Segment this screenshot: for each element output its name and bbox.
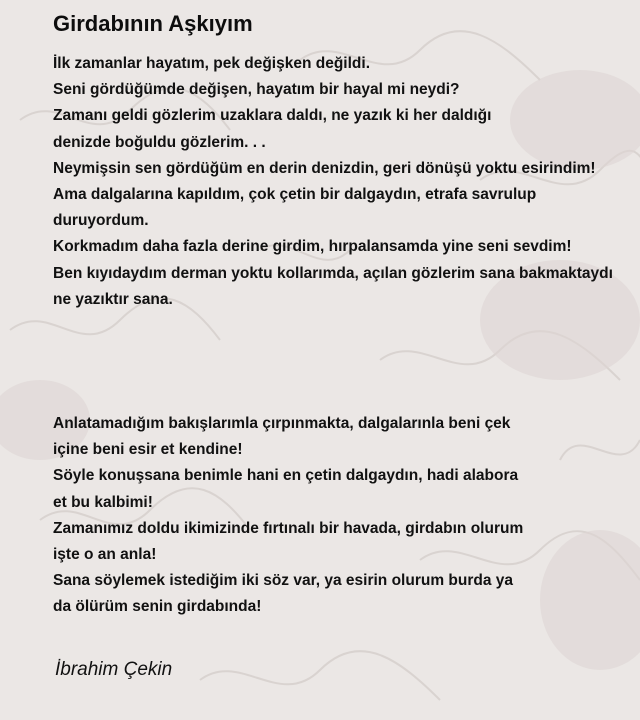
poem-line: Korkmadım daha fazla derine girdim, hırpalansamda yine seni sevdim! (53, 238, 572, 256)
poem-line: Zamanı geldi gözlerim uzaklara daldı, ne yazık ki her daldığı (53, 107, 492, 125)
poem-line: İlk zamanlar hayatım, pek değişken değildi. (53, 55, 371, 72)
poem-line: Ama dalgalarına kapıldım, çok çetin bir dalgaydın, etrafa savrulup (53, 186, 537, 204)
poem-line: Anlatamadığım bakışlarımla çırpınmakta, dalgalarınla beni çek (53, 415, 511, 432)
poem-line: Seni gördüğümde değişen, hayatım bir hayal mi neydi? (53, 81, 460, 99)
poem-line: Zamanımız doldu ikimizinde fırtınalı bir havada, girdabın olurum (53, 519, 524, 537)
poem-title: Girdabının Aşkıyım (53, 11, 253, 36)
poem-line: Sana söylemek istediğim iki söz var, ya esirin olurum burda ya (53, 572, 514, 590)
poem-line: ne yazıktır sana. (53, 290, 173, 308)
poem-line: et bu kalbimi! (53, 493, 153, 511)
poem-line: Neymişsin sen gördüğüm en derin denizdin, geri dönüşü yoktu esirindim! (53, 159, 596, 177)
stanza-2 (53, 411, 523, 621)
poem-line: duruyordum. (53, 212, 149, 230)
poem-line: içine beni esir et kendine! (53, 441, 243, 459)
poem-line: işte o an anla! (53, 546, 157, 564)
poem-line: denizde boğuldu gözlerim. . . (53, 133, 266, 151)
poem-line: da ölürüm senin girdabında! (53, 598, 262, 616)
poem-author: İbrahim Çekin (55, 659, 173, 680)
poem-line: Ben kıyıdaydım derman yoktu kollarımda, açılan gözlerim sana bakmaktaydı (53, 264, 613, 282)
stanza-1 (53, 51, 613, 313)
poem-line: Söyle konuşsana benimle hani en çetin dalgaydın, hadi alabora (53, 467, 519, 485)
